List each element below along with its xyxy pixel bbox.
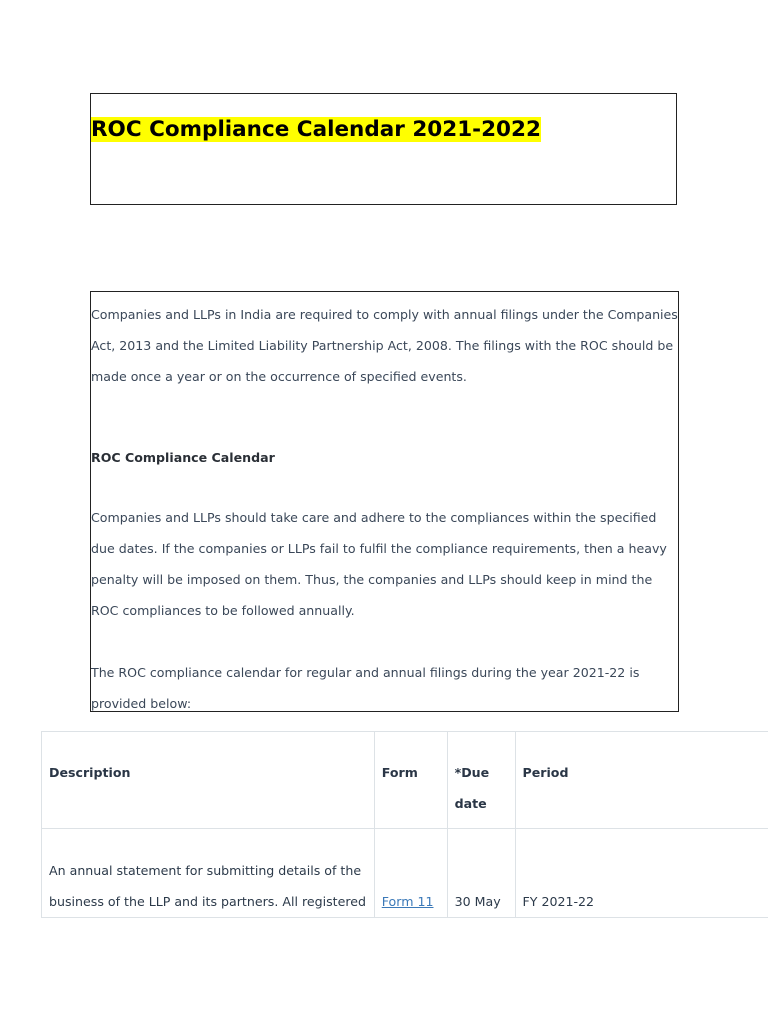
compliance-line: penalty will be imposed on them. Thus, the companies and LLPs should keep in mind the bbox=[91, 572, 653, 587]
title-box bbox=[90, 93, 677, 205]
intro-paragraph bbox=[91, 299, 678, 392]
intro-box bbox=[90, 291, 679, 712]
header-period: Period bbox=[515, 732, 768, 829]
header-due-line1: *Due bbox=[454, 765, 490, 780]
form-11-link[interactable]: Form 11 bbox=[381, 894, 434, 909]
page-title bbox=[91, 116, 541, 144]
description-line: An annual statement for submitting details of the bbox=[49, 863, 362, 878]
cell-form bbox=[374, 829, 447, 918]
compliance-paragraph bbox=[91, 502, 667, 626]
intro-line: Act, 2013 and the Limited Liability Partnership Act, 2008. The filings with the ROC should be bbox=[91, 338, 674, 353]
compliance-line: ROC compliances to be followed annually. bbox=[91, 603, 355, 618]
cell-period: FY 2021-22 bbox=[515, 829, 768, 918]
compliance-line: Companies and LLPs should take care and adhere to the compliances within the specified bbox=[91, 510, 657, 525]
intro-line: Companies and LLPs in India are required to comply with annual filings under the Companies bbox=[91, 307, 678, 322]
table-row bbox=[42, 829, 768, 918]
calendar-intro-paragraph bbox=[91, 657, 639, 712]
calendar-intro-line: provided below: bbox=[91, 696, 192, 711]
cell-description bbox=[42, 829, 375, 918]
table-header-row bbox=[42, 732, 768, 829]
section-heading: ROC Compliance Calendar bbox=[91, 450, 275, 465]
header-form: Form bbox=[374, 732, 447, 829]
intro-line: made once a year or on the occurrence of specified events. bbox=[91, 369, 467, 384]
header-description: Description bbox=[42, 732, 375, 829]
description-line: business of the LLP and its partners. All registered bbox=[49, 894, 366, 909]
cell-due-date: 30 May bbox=[447, 829, 515, 918]
header-due-date bbox=[447, 732, 515, 829]
page-title-text: ROC Compliance Calendar 2021-2022 bbox=[91, 117, 541, 142]
compliance-table bbox=[41, 731, 768, 918]
header-due-line2: date bbox=[454, 796, 487, 811]
calendar-intro-line: The ROC compliance calendar for regular and annual filings during the year 2021-22 is bbox=[91, 665, 640, 680]
compliance-line: due dates. If the companies or LLPs fail to fulfil the compliance requirements, then a heavy bbox=[91, 541, 667, 556]
